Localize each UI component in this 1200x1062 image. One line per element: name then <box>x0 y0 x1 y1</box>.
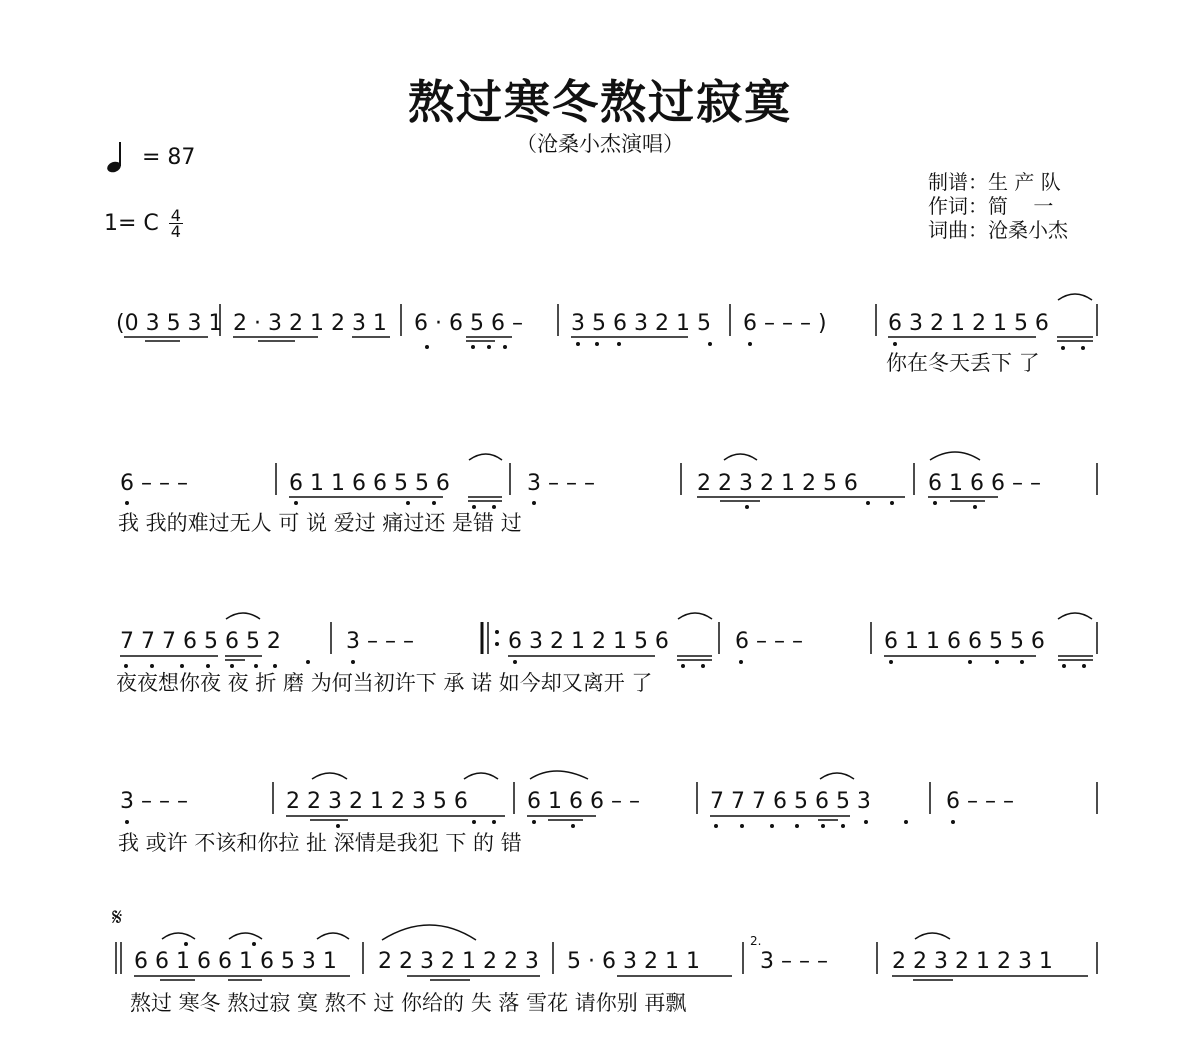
octave-dots-4 <box>125 820 955 828</box>
svg-text:5 · 6 3 2 1 1: 5 · 6 3 2 1 1 <box>567 949 700 974</box>
slur <box>464 773 498 779</box>
slur <box>678 613 712 619</box>
slur <box>469 454 502 460</box>
svg-text:3 5 6 3 2 1 5: 3 5 6 3 2 1 5 <box>571 311 711 336</box>
time-sig-bottom: 4 <box>170 222 181 241</box>
svg-text:2 2 3 2 1 2 2 3: 2 2 3 2 1 2 2 3 <box>378 949 539 974</box>
volta-mark: 2. <box>750 934 762 948</box>
slur <box>1058 294 1092 300</box>
svg-text:6 1 6 6 – –: 6 1 6 6 – – <box>928 471 1041 496</box>
svg-text:6 – – –: 6 – – – <box>120 471 188 496</box>
credit-lyricist: 作词：简 一 <box>928 194 1054 218</box>
svg-text:6 – – – ): 6 – – – ) <box>743 311 827 336</box>
svg-text:6 · 6 5 6 –: 6 · 6 5 6 – <box>414 311 523 336</box>
octave-dots-2 <box>125 501 977 509</box>
segno-icon: 𝄋 <box>112 903 123 931</box>
system-4 <box>118 771 1097 855</box>
svg-text:3 – – –: 3 – – – <box>346 629 414 654</box>
svg-text:3 – – –: 3 – – – <box>120 789 188 814</box>
slur <box>915 933 950 939</box>
svg-text:(0 3 5 3 1: (0 3 5 3 1 <box>116 311 223 336</box>
svg-text:6 3 2 1 2 1 5 6: 6 3 2 1 2 1 5 6 <box>888 311 1049 336</box>
slur <box>930 452 980 460</box>
svg-text:7 7 7 6 5 6 5 2: 7 7 7 6 5 6 5 2 <box>120 629 281 654</box>
system-3 <box>116 613 1097 695</box>
underlines-4 <box>286 816 850 820</box>
svg-text:2 · 3 2 1 2 3 1: 2 · 3 2 1 2 3 1 <box>233 311 387 336</box>
underlines-2 <box>289 497 998 501</box>
octave-dots-1 <box>425 342 1085 350</box>
slur <box>162 933 195 939</box>
svg-text:2 2 3 2 1 2 3 5 6: 2 2 3 2 1 2 3 5 6 <box>286 789 468 814</box>
underlines-5 <box>134 976 1088 980</box>
key-label: 1= C <box>104 211 159 236</box>
svg-text:7 7 7 6 5 6 5 3: 7 7 7 6 5 6 5 3 <box>710 789 871 814</box>
page-title: 熬过寒冬熬过寂寞 <box>408 75 792 129</box>
lyrics-4: 我 或许 不该和你拉 扯 深情是我犯 下 的 错 <box>118 831 522 855</box>
page-subtitle: （沧桑小杰演唱） <box>516 132 684 156</box>
slur <box>229 933 262 939</box>
svg-text:6 3 2 1 2 1 5 6: 6 3 2 1 2 1 5 6 <box>508 629 669 654</box>
system-1 <box>116 294 1097 375</box>
slur <box>317 933 349 939</box>
slur <box>530 771 588 779</box>
svg-text:2 2 3 2 1 2 3 1: 2 2 3 2 1 2 3 1 <box>892 949 1053 974</box>
slur <box>724 454 757 460</box>
underlines-1 <box>124 337 1093 341</box>
slur <box>226 613 260 619</box>
slur <box>820 773 854 779</box>
svg-text:6 1 1 6 6 5 5 6: 6 1 1 6 6 5 5 6 <box>289 471 450 496</box>
octave-dots-5 <box>184 942 256 946</box>
svg-text:3 – – –: 3 – – – <box>760 949 828 974</box>
slur <box>382 925 476 940</box>
lyrics-1: 你在冬天丢下 了 <box>886 351 1040 375</box>
svg-text:6 – – –: 6 – – – <box>946 789 1014 814</box>
octave-dots-3 <box>124 660 1086 668</box>
slur <box>312 773 347 779</box>
time-sig-top: 4 <box>170 206 181 225</box>
lyrics-3: 夜夜想你夜 夜 折 磨 为何当初许下 承 诺 如今却又离开 了 <box>116 671 653 695</box>
svg-text:6 6 1 6 6 1 6 5 3 1: 6 6 1 6 6 1 6 5 3 1 <box>134 949 337 974</box>
svg-text:6 – – –: 6 – – – <box>735 629 803 654</box>
credit-arranger: 制谱：生 产 队 <box>928 170 1061 194</box>
lyrics-5: 熬过 寒冬 熬过寂 寞 熬不 过 你给的 失 落 雪花 请你别 再飘 <box>130 991 687 1015</box>
lyrics-2: 我 我的难过无人 可 说 爱过 痛过还 是错 过 <box>118 511 522 535</box>
svg-text:6 1 1 6 6 5 5 6: 6 1 1 6 6 5 5 6 <box>884 629 1045 654</box>
underlines-3 <box>120 656 1093 660</box>
credit-composer: 词曲：沧桑小杰 <box>928 218 1068 242</box>
svg-text:6 1 6 6 – –: 6 1 6 6 – – <box>527 789 640 814</box>
svg-text:3 – – –: 3 – – – <box>527 471 595 496</box>
system-5 <box>112 903 1097 1015</box>
system-2 <box>118 452 1097 535</box>
tempo-value: = 87 <box>142 144 196 170</box>
slur <box>1058 613 1092 619</box>
svg-text:2 2 3 2 1 2 5 6: 2 2 3 2 1 2 5 6 <box>697 471 858 496</box>
